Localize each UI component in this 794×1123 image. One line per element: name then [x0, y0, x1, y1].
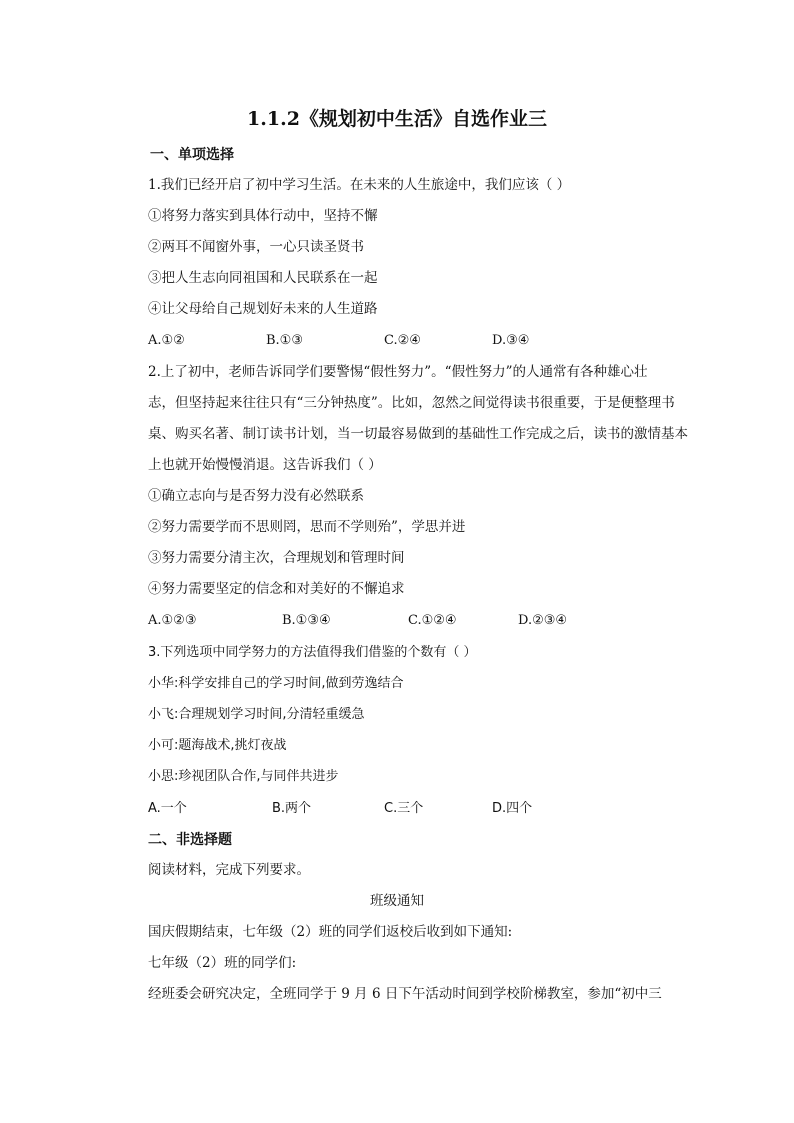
question-1-item-3: ③把人生志向同祖国和人民联系在一起: [148, 270, 378, 286]
question-1-option-a: A.①②: [148, 333, 185, 348]
question-2-line-1: 2.上了初中，老师告诉同学们要警惕“假性努力”。“假性努力”的人通常有各种雄心壮: [148, 364, 648, 380]
question-3-item-3: 小可:题海战术,挑灯夜战: [148, 738, 287, 753]
question-2-item-4: ④努力需要坚定的信念和对美好的不懈追求: [148, 581, 405, 597]
question-2-item-1: ①确立志向与是否努力没有必然联系: [148, 488, 364, 504]
notice-title: 班级通知: [370, 893, 424, 909]
reading-instruction: 阅读材料，完成下列要求。: [148, 862, 310, 878]
question-3-item-2: 小飞:合理规划学习时间,分清轻重缓急: [148, 707, 365, 722]
question-1-option-d: D.③④: [492, 333, 530, 348]
question-1-item-1: ①将努力落实到具体行动中，坚持不懈: [148, 208, 378, 224]
notice-line-3: 经班委会研究决定，全班同学于 9 月 6 日下午活动时间到学校阶梯教室，参加“初中三: [148, 986, 662, 1002]
question-3-option-b: B.两个: [272, 801, 312, 816]
question-1-option-c: C.②④: [384, 333, 421, 348]
notice-line-1: 国庆假期结束，七年级（2）班的同学们返校后收到如下通知:: [148, 924, 513, 940]
question-1-stem: 1.我们已经开启了初中学习生活。在未来的人生旅途中，我们应该（ ）: [148, 177, 571, 193]
question-1-item-4: ④让父母给自己规划好未来的人生道路: [148, 301, 378, 317]
question-3-option-a: A.一个: [148, 801, 187, 816]
question-3-option-d: D.四个: [492, 801, 533, 816]
question-2-option-b: B.①③④: [282, 613, 331, 628]
document-title: 1.1.2《规划初中生活》自选作业三: [247, 108, 547, 130]
question-3-item-1: 小华:科学安排自己的学习时间,做到劳逸结合: [148, 676, 404, 691]
question-2-line-3: 桌、购买名著、制订读书计划，当一切最容易做到的基础性工作完成之后，读书的激情基本: [148, 426, 688, 442]
question-3-option-c: C.三个: [384, 801, 424, 816]
section-heading-single-choice: 一、单项选择: [150, 147, 234, 163]
question-1-item-2: ②两耳不闻窗外事，一心只读圣贤书: [148, 239, 364, 255]
question-2-item-2: ②努力需要学而不思则罔，思而不学则殆”，学思并进: [148, 519, 466, 535]
question-1-option-b: B.①③: [266, 333, 303, 348]
notice-line-2: 七年级（2）班的同学们:: [148, 955, 297, 971]
question-2-item-3: ③努力需要分清主次，合理规划和管理时间: [148, 550, 405, 566]
question-2-line-4: 上也就开始慢慢消退。这告诉我们（ ）: [148, 457, 382, 473]
question-3-stem: 3.下列选项中同学努力的方法值得我们借鉴的个数有（ ）: [148, 645, 477, 660]
question-2-option-c: C.①②④: [408, 613, 457, 628]
question-3-item-4: 小思:珍视团队合作,与同伴共进步: [148, 769, 339, 784]
question-2-option-d: D.②③④: [518, 613, 568, 628]
question-2-line-2: 志，但坚持起来往往只有“三分钟热度”。比如，忽然之间觉得读书很重要，于是便整理书: [148, 395, 675, 411]
section-heading-non-choice: 二、非选择题: [148, 832, 232, 848]
question-2-option-a: A.①②③: [148, 613, 197, 628]
